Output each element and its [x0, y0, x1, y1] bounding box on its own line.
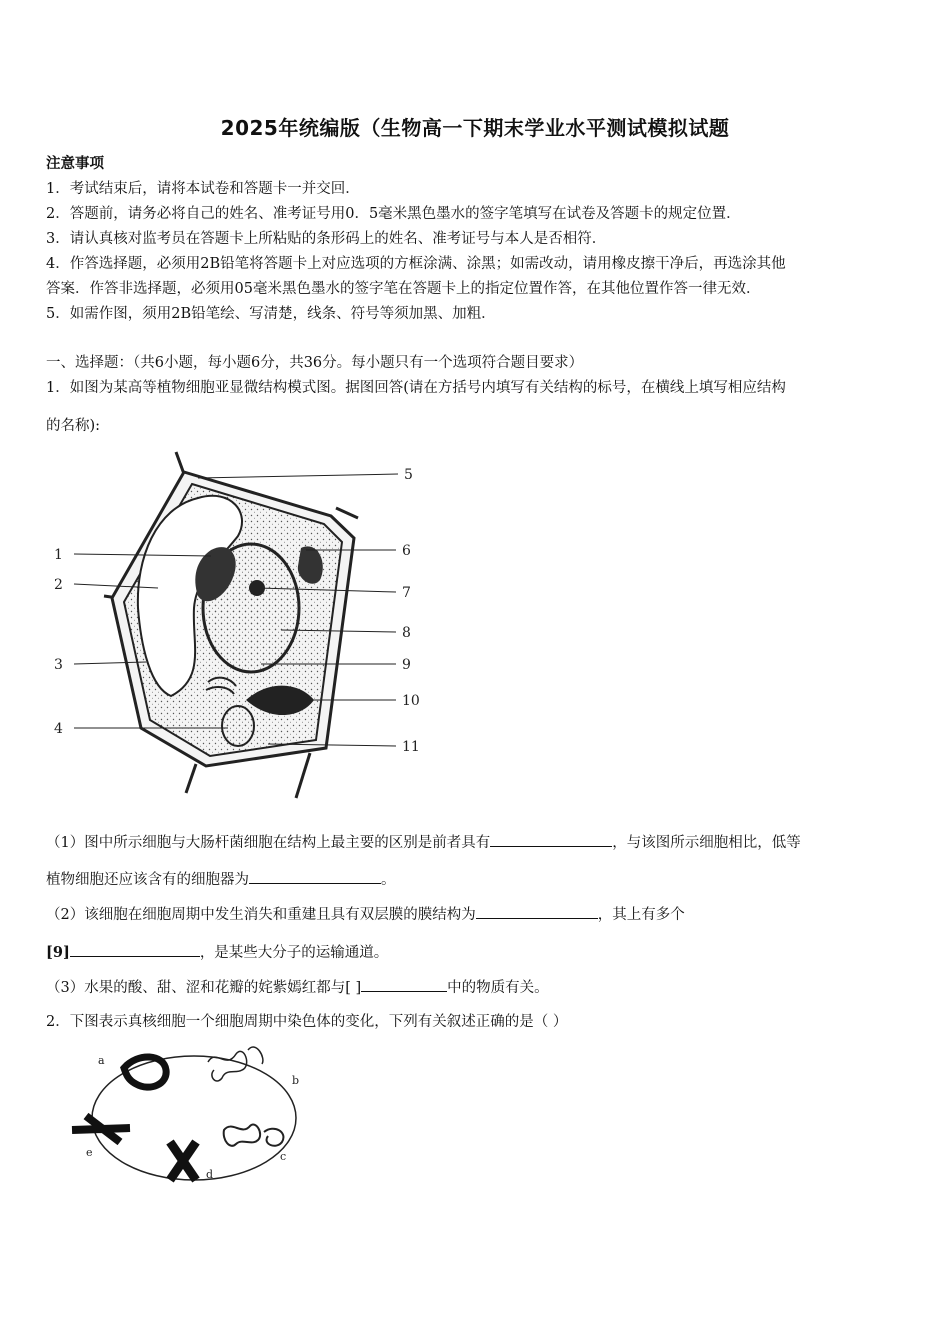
figure-label: 3 — [54, 657, 63, 673]
figure-label: 4 — [54, 721, 63, 737]
page-title: 2025年统编版（生物高一下期末学业水平测试模拟试题 — [220, 116, 730, 140]
q1-sub2: （2）该细胞在细胞周期中发生消失和重建且具有双层膜的膜结构为 ，其上有多个 — [46, 903, 685, 924]
figure-label: 9 — [402, 657, 411, 673]
answer-blank[interactable] — [490, 832, 612, 847]
answer-blank[interactable] — [476, 904, 598, 919]
notice-item: 4．作答选择题，必须用2B铅笔将答题卡上对应选项的方框涂满、涂黑；如需改动，请用橡皮擦干净后，再选涂其他 — [46, 256, 786, 272]
figure-label: 7 — [402, 585, 411, 601]
q1-sub2-cont: [9] ，是某些大分子的运输通道。 — [46, 944, 389, 961]
notice-item: 5．如需作图，须用2B铅笔绘、写清楚，线条、符号等须加黑、加粗． — [46, 306, 496, 322]
chromosome-cycle-figure — [66, 1040, 326, 1190]
q1-sub3: （3）水果的酸、甜、涩和花瓣的姹紫嫣红都与[ ] 中的物质有关。 — [46, 976, 549, 997]
q1-stem-cont: 的名称): — [46, 418, 101, 434]
figure-label: 2 — [54, 577, 63, 593]
figure-label: a — [98, 1054, 105, 1067]
figure-label: 11 — [402, 739, 420, 755]
figure-label: b — [292, 1074, 300, 1087]
q2-stem: 2．下图表示真核细胞一个细胞周期中染色体的变化，下列有关叙述正确的是（ ） — [46, 1014, 568, 1030]
plant-cell-figure — [46, 448, 446, 808]
figure-label: c — [280, 1150, 287, 1163]
q1-sub1-cont: 植物细胞还应该含有的细胞器为 。 — [46, 868, 396, 889]
answer-blank[interactable] — [70, 942, 200, 957]
section-heading: 一、选择题：（共6小题，每小题6分，共36分。每小题只有一个选项符合题目要求） — [46, 355, 584, 371]
q1-stem: 1．如图为某高等植物细胞亚显微结构模式图。据图回答(请在方括号内填写有关结构的标号，在横线上填写相应结构 — [46, 380, 786, 396]
figure-label: 6 — [402, 543, 411, 559]
q1-sub1: （1）图中所示细胞与大肠杆菌细胞在结构上最主要的区别是前者具有 ，与该图所示细胞相比，低等 — [46, 831, 801, 852]
notice-heading: 注意事项 — [46, 155, 104, 172]
figure-label: e — [86, 1146, 93, 1159]
notice-item: 1．考试结束后，请将本试卷和答题卡一并交回． — [46, 181, 360, 197]
notice-item: 3．请认真核对监考员在答题卡上所粘贴的条形码上的姓名、准考证号与本人是否相符． — [46, 231, 607, 247]
answer-blank[interactable] — [361, 977, 447, 992]
figure-label: 8 — [402, 625, 411, 641]
figure-label: 10 — [402, 693, 420, 709]
notice-item: 答案．作答非选择题，必须用05毫米黑色墨水的签字笔在答题卡上的指定位置作答，在其他位置作答一律无效． — [46, 281, 761, 297]
notice-item: 2．答题前，请务必将自己的姓名、准考证号用0．5毫米黑色墨水的签字笔填写在试卷及答题卡的规定位置． — [46, 206, 741, 222]
figure-label: 5 — [404, 467, 413, 483]
figure-label: 1 — [54, 547, 63, 563]
figure-label: d — [206, 1168, 214, 1181]
answer-blank[interactable] — [249, 869, 381, 884]
